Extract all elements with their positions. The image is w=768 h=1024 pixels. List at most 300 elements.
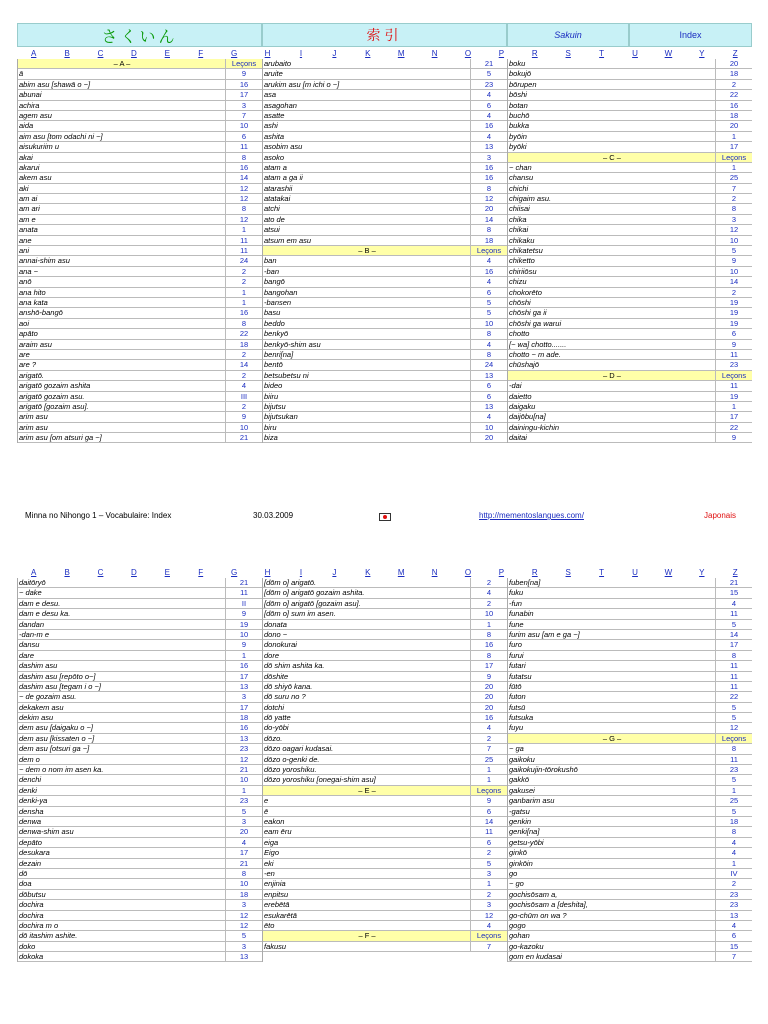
entry-word: eakon (264, 816, 285, 826)
index-entry (263, 599, 507, 609)
lessons-header: Leçons (715, 371, 752, 380)
entry-word: chotto (509, 329, 530, 339)
index-entry (18, 69, 262, 79)
letter-link-g[interactable]: G (231, 568, 238, 577)
letter-link-p[interactable]: P (498, 49, 505, 58)
entry-lesson: 12 (225, 921, 262, 930)
entry-lesson: 12 (225, 215, 262, 224)
entry-lesson: 6 (715, 931, 752, 940)
index-entry (263, 713, 507, 723)
index-entry (263, 173, 507, 183)
entry-word: [dōm o] sum im asen. (264, 609, 336, 619)
index-entry (263, 879, 507, 889)
entry-lesson: 5 (715, 807, 752, 816)
letter-link-s[interactable]: S (565, 49, 571, 58)
index-entry (263, 142, 507, 152)
entry-lesson: 2 (225, 277, 262, 286)
section-header (263, 246, 507, 256)
index-entry (18, 350, 262, 360)
entry-lesson: 1 (225, 288, 262, 297)
letter-link-d[interactable]: D (131, 49, 137, 58)
letter-link-d[interactable]: D (131, 568, 137, 577)
entry-word: genki[na] (509, 827, 540, 837)
entry-word: daitai (509, 433, 527, 443)
letter-link-r[interactable]: R (531, 49, 538, 58)
entry-word: ~ go (509, 879, 524, 889)
entry-word: biza (264, 433, 278, 443)
index-entry (18, 101, 262, 111)
entry-lesson: 4 (225, 838, 262, 847)
index-entry (508, 900, 752, 910)
index-entry (508, 142, 752, 152)
index-entry (508, 256, 752, 266)
index-entry (508, 163, 752, 173)
index-entry (18, 267, 262, 277)
entry-lesson: 16 (225, 308, 262, 317)
index-entry (508, 723, 752, 733)
index-entry (263, 942, 507, 952)
letter-link-u[interactable]: U (632, 49, 638, 58)
letter-link-b[interactable]: B (64, 49, 70, 58)
entry-lesson: 23 (470, 80, 507, 89)
entry-word: doa (19, 879, 32, 889)
letter-link-r[interactable]: R (531, 568, 538, 577)
title-index: Index (629, 23, 752, 47)
entry-word: atchi (264, 204, 280, 214)
letter-link-e[interactable]: E (164, 49, 170, 58)
entry-lesson: 8 (225, 319, 262, 328)
entry-word: ginkōin (509, 858, 533, 868)
index-entry (18, 609, 262, 619)
entry-word: donokurai (264, 640, 297, 650)
index-entry (18, 640, 262, 650)
index-entry (508, 588, 752, 598)
index-entry (18, 807, 262, 817)
index-entry (18, 578, 262, 588)
entry-word: asagohan (264, 100, 297, 110)
entry-word: erebētā (264, 900, 290, 910)
entry-word: chikai (509, 225, 529, 235)
entry-word: bijutsu (264, 401, 286, 411)
entry-lesson: 19 (225, 620, 262, 629)
entry-lesson: 11 (225, 246, 262, 255)
letter-link-m[interactable]: M (397, 49, 405, 58)
entry-word: are (19, 349, 30, 359)
entry-word: genkin (509, 816, 532, 826)
entry-word: furui (509, 650, 524, 660)
index-entry (263, 215, 507, 225)
entry-word: daitōryō (19, 578, 46, 587)
index-entry (263, 796, 507, 806)
index-entry (508, 101, 752, 111)
entry-lesson: 11 (715, 381, 752, 390)
letter-link-i[interactable]: I (299, 568, 303, 577)
entry-lesson: 16 (470, 640, 507, 649)
index-entry (18, 173, 262, 183)
index-entry (508, 298, 752, 308)
entry-word: dō suru no ? (264, 692, 306, 702)
entry-word: arigatō gozaim asu. (19, 391, 85, 401)
index-entry (508, 340, 752, 350)
entry-lesson: 5 (225, 807, 262, 816)
index-entry (508, 692, 752, 702)
entry-word: eiga (264, 837, 279, 847)
entry-lesson: 1 (225, 298, 262, 307)
entry-lesson: 13 (225, 734, 262, 743)
index-entry (263, 329, 507, 339)
entry-lesson: 3 (225, 900, 262, 909)
section-letter: – E – (358, 785, 376, 795)
index-entry (263, 236, 507, 246)
index-entry (508, 236, 752, 246)
entry-lesson: 22 (715, 423, 752, 432)
index-entry (508, 184, 752, 194)
index-entry (18, 225, 262, 235)
lessons-header: Leçons (225, 59, 262, 68)
index-entry (508, 288, 752, 298)
entry-word: benkyō (264, 329, 289, 339)
entry-lesson: 23 (225, 744, 262, 753)
entry-lesson: 19 (715, 298, 752, 307)
entry-word: ~ dem o nom im asen ka. (19, 765, 104, 775)
letter-link-w[interactable]: W (664, 568, 673, 577)
entry-word: -en (264, 868, 275, 878)
entry-lesson: 11 (715, 609, 752, 618)
entry-word: dezain (19, 858, 42, 868)
section-letter: – B – (358, 246, 376, 256)
index-entry (18, 194, 262, 204)
entry-word: daigaku (509, 401, 536, 411)
section-header (508, 734, 752, 744)
index-entry (18, 838, 262, 848)
letter-link-y[interactable]: Y (699, 568, 705, 577)
entry-lesson: 10 (225, 423, 262, 432)
entry-lesson: 3 (470, 153, 507, 162)
entry-word: bijutsukan (264, 412, 298, 422)
index-entry (508, 879, 752, 889)
entry-lesson: 5 (470, 298, 507, 307)
entry-lesson: 21 (225, 578, 262, 587)
letter-link-i[interactable]: I (299, 49, 303, 58)
entry-word: atam a ga ii (264, 173, 303, 183)
letter-link-c[interactable]: C (97, 49, 104, 58)
entry-word: depāto (19, 837, 42, 847)
entry-word: dō yatte (264, 713, 291, 723)
letter-link-n[interactable]: N (431, 49, 438, 58)
entry-lesson: 10 (225, 630, 262, 639)
entry-word: gakkō (509, 775, 530, 785)
section-header (263, 931, 507, 941)
index-entry (263, 911, 507, 921)
entry-lesson: 2 (715, 879, 752, 888)
entry-lesson: 2 (470, 599, 507, 608)
index-entry (18, 360, 262, 370)
entry-lesson: 9 (225, 69, 262, 78)
index-column (507, 59, 752, 443)
entry-lesson: 24 (225, 256, 262, 265)
index-entry (263, 890, 507, 900)
letter-link-c[interactable]: C (97, 568, 104, 577)
letter-link-o[interactable]: O (464, 49, 472, 58)
letter-link-n[interactable]: N (431, 568, 438, 577)
index-entry (508, 121, 752, 131)
entry-lesson: 2 (715, 288, 752, 297)
index-entry (263, 90, 507, 100)
letter-link-e[interactable]: E (164, 568, 170, 577)
letter-link-h[interactable]: H (264, 568, 271, 577)
entry-lesson: 18 (225, 340, 262, 349)
index-entry (18, 329, 262, 339)
entry-lesson: 13 (470, 371, 507, 380)
entry-word: ana ~ (19, 266, 38, 276)
letter-link-a[interactable]: A (31, 568, 37, 577)
index-entry (18, 661, 262, 671)
index-entry (263, 817, 507, 827)
entry-word: fuyu (509, 723, 524, 733)
entry-lesson: 21 (225, 859, 262, 868)
entry-lesson: 23 (715, 900, 752, 909)
index-entry (263, 298, 507, 308)
entry-lesson: II (225, 599, 262, 608)
entry-word: annai-shim asu (19, 256, 70, 266)
index-entry (508, 817, 752, 827)
entry-lesson: 16 (470, 121, 507, 130)
entry-lesson: 5 (470, 308, 507, 317)
entry-word: dem o (19, 754, 40, 764)
index-entry (508, 173, 752, 183)
letter-link-f[interactable]: F (198, 568, 204, 577)
entry-lesson: 16 (225, 163, 262, 172)
index-entry (508, 308, 752, 318)
entry-lesson: 3 (470, 900, 507, 909)
index-entry (263, 692, 507, 702)
entry-word: dem asu [daigaku o ~] (19, 723, 94, 733)
entry-word: chōshi (509, 297, 531, 307)
entry-lesson: 11 (225, 588, 262, 597)
entry-lesson: 20 (225, 827, 262, 836)
entry-word: dō shiyō kana. (264, 681, 313, 691)
entry-lesson: 20 (470, 703, 507, 712)
index-entry (18, 256, 262, 266)
index-entry (18, 952, 262, 962)
entry-word: denwa-shim asu (19, 827, 74, 837)
entry-lesson: 2 (225, 267, 262, 276)
letter-link-w[interactable]: W (664, 49, 673, 58)
section-letter: – G – (602, 733, 622, 743)
entry-lesson: 17 (715, 640, 752, 649)
index-entry (263, 827, 507, 837)
entry-lesson: 1 (715, 163, 752, 172)
letter-link-k[interactable]: K (365, 49, 371, 58)
index-entry (263, 661, 507, 671)
entry-lesson: 14 (225, 360, 262, 369)
index-entry (263, 80, 507, 90)
letter-link-f[interactable]: F (198, 49, 204, 58)
entry-word: -bansen (264, 297, 292, 307)
entry-word: aim asu [tom odachi ni ~] (19, 131, 103, 141)
section-header (18, 59, 262, 69)
letter-link-g[interactable]: G (231, 49, 238, 58)
entry-lesson: 25 (715, 796, 752, 805)
title-kanji: 索引 (262, 23, 507, 47)
title-row (17, 23, 752, 47)
entry-word: am ai (19, 194, 38, 204)
entry-word: achira (19, 100, 40, 110)
entry-word: bokujō (509, 69, 532, 79)
entry-word: anō (19, 277, 32, 287)
entry-word: arigatō gozaim ashita (19, 381, 91, 391)
entry-lesson: 1 (225, 786, 262, 795)
letter-link-j[interactable]: J (332, 568, 337, 577)
index-entry (508, 350, 752, 360)
entry-word: chūshajō (509, 360, 540, 370)
index-entry (18, 371, 262, 381)
entry-lesson: 10 (225, 121, 262, 130)
entry-lesson: 8 (225, 869, 262, 878)
entry-lesson: 6 (470, 381, 507, 390)
entry-word: futari (509, 661, 526, 671)
index-entry (18, 308, 262, 318)
entry-word: ani (19, 246, 30, 256)
entry-lesson: 5 (225, 931, 262, 940)
index-entry (508, 620, 752, 630)
entry-word: bukka (509, 121, 530, 131)
letter-nav-bottom (17, 567, 752, 578)
entry-word: byōki (509, 142, 527, 152)
index-entry (18, 423, 262, 433)
entry-word: chikatetsu (509, 246, 543, 256)
entry-word: chōshi ga warui (509, 318, 562, 328)
entry-word: bangō (264, 277, 285, 287)
entry-word: futatsu (509, 671, 532, 681)
index-entry (18, 132, 262, 142)
entry-word: benkyō-shim asu (264, 339, 321, 349)
entry-lesson: 16 (225, 80, 262, 89)
index-entry (508, 433, 752, 443)
letter-link-j[interactable]: J (332, 49, 337, 58)
letter-link-u[interactable]: U (632, 568, 638, 577)
entry-word: byōin (509, 131, 527, 141)
entry-lesson: 20 (715, 121, 752, 130)
index-entry (508, 651, 752, 661)
index-entry (18, 723, 262, 733)
entry-lesson: 25 (715, 173, 752, 182)
entry-word: abim asu [shawā o ~] (19, 79, 91, 89)
letter-link-m[interactable]: M (397, 568, 405, 577)
letter-link-y[interactable]: Y (699, 49, 705, 58)
section-header (508, 153, 752, 163)
index-entry (508, 942, 752, 952)
entry-word: ato de (264, 214, 285, 224)
index-entry (263, 433, 507, 443)
index-entry (508, 630, 752, 640)
letter-link-t[interactable]: T (599, 49, 605, 58)
entry-lesson: 8 (715, 827, 752, 836)
entry-lesson: 8 (470, 225, 507, 234)
entry-word: -ban (264, 266, 280, 276)
entry-word: arukim asu [m ichi o ~] (264, 79, 340, 89)
entry-word: denki-ya (19, 796, 48, 806)
entry-lesson: 15 (715, 588, 752, 597)
entry-word: aida (19, 121, 34, 131)
letter-link-p[interactable]: P (498, 568, 505, 577)
letter-link-o[interactable]: O (464, 568, 472, 577)
entry-lesson: 11 (715, 682, 752, 691)
entry-lesson: 1 (470, 879, 507, 888)
index-entry (263, 609, 507, 619)
index-page-1 (17, 59, 752, 443)
footer-date: 30.03.2009 (253, 511, 294, 520)
entry-word: go-chūm on wa ? (509, 910, 567, 920)
index-entry (18, 80, 262, 90)
letter-link-s[interactable]: S (565, 568, 571, 577)
entry-word: ā (19, 69, 24, 79)
entry-word: dōzo oagari kudasai. (264, 744, 334, 754)
letter-link-a[interactable]: A (31, 49, 37, 58)
title-sakuin: Sakuin (507, 23, 629, 47)
entry-word: asatte (264, 110, 285, 120)
entry-lesson: 8 (470, 630, 507, 639)
entry-lesson: 14 (470, 817, 507, 826)
index-entry (263, 267, 507, 277)
index-entry (263, 256, 507, 266)
entry-word: dashim asu (19, 661, 58, 671)
letter-link-b[interactable]: B (64, 568, 70, 577)
entry-lesson: 4 (715, 838, 752, 847)
entry-word: gogo (509, 920, 526, 930)
entry-lesson: 22 (225, 329, 262, 338)
entry-lesson: 9 (225, 609, 262, 618)
entry-word: atatakai (264, 194, 291, 204)
entry-lesson: 3 (225, 101, 262, 110)
index-entry (508, 755, 752, 765)
entry-word: furo (509, 640, 522, 650)
index-entry (508, 869, 752, 879)
entry-word: aruite (264, 69, 283, 79)
index-entry (508, 775, 752, 785)
entry-word: asobim asu (264, 142, 303, 152)
entry-word: are ? (19, 360, 37, 370)
entry-word: -gatsu (509, 806, 530, 816)
index-entry (508, 672, 752, 682)
entry-word: chotto ~ m ade. (509, 349, 561, 359)
entry-word: dekim asu (19, 713, 54, 723)
entry-lesson: 4 (470, 111, 507, 120)
letter-link-k[interactable]: K (365, 568, 371, 577)
entry-lesson: 4 (470, 921, 507, 930)
entry-word: boku (509, 59, 526, 68)
index-entry (18, 827, 262, 837)
entry-word: ana kata (19, 297, 48, 307)
letter-link-z[interactable]: Z (732, 49, 738, 58)
index-column (17, 578, 262, 962)
index-entry (508, 661, 752, 671)
letter-link-h[interactable]: H (264, 49, 271, 58)
entry-lesson: 6 (470, 807, 507, 816)
letter-link-t[interactable]: T (599, 568, 605, 577)
entry-lesson: 2 (470, 848, 507, 857)
entry-lesson: 16 (470, 163, 507, 172)
index-entry (263, 360, 507, 370)
entry-word: -dan-m e (19, 629, 50, 639)
index-entry (18, 402, 262, 412)
entry-lesson: 12 (470, 194, 507, 203)
entry-lesson: 6 (470, 101, 507, 110)
entry-lesson: 10 (470, 609, 507, 618)
index-entry (508, 381, 752, 391)
footer-link[interactable]: http://mementoslangues.com/ (479, 511, 584, 520)
letter-link-z[interactable]: Z (732, 568, 738, 577)
